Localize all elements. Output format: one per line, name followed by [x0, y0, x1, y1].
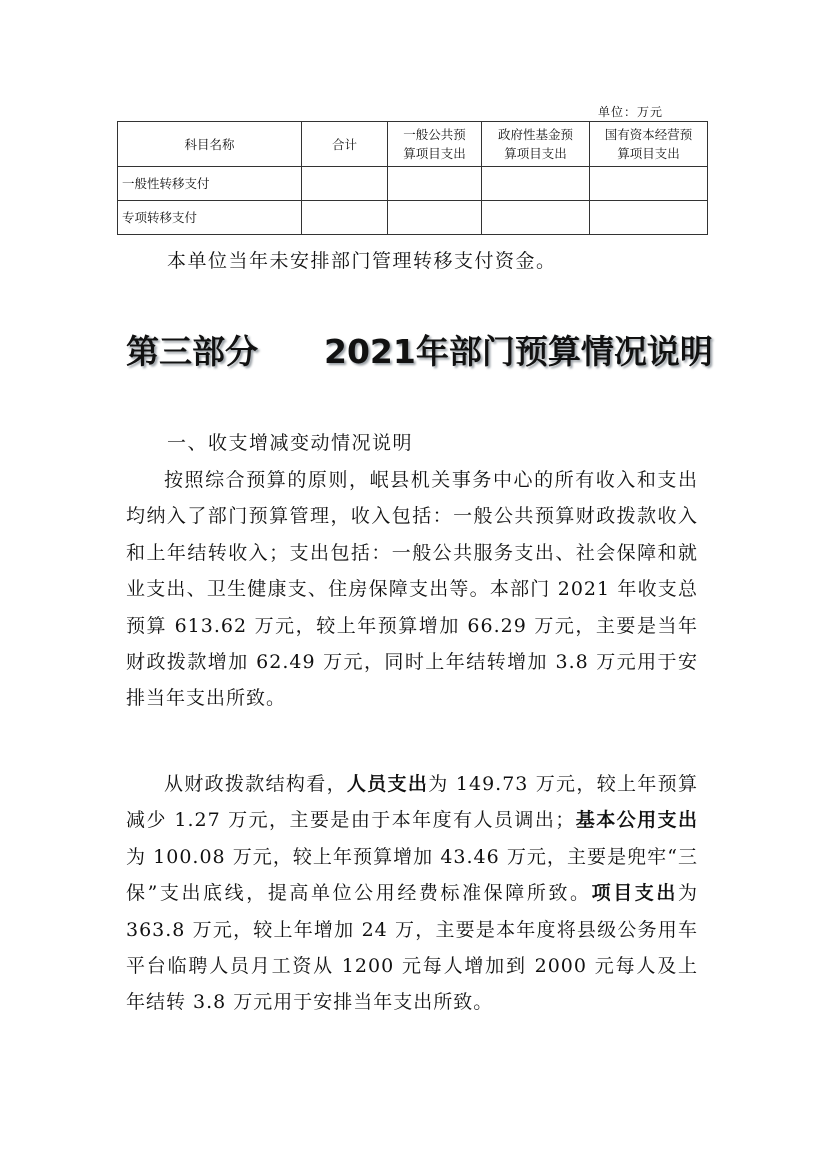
table-row: [118, 167, 708, 201]
paragraph-structure: 从财政拨款结构看，人员支出为 149.73 万元，较上年预算减少 1.27 万元，主要是由于本年度有人员调出；基本公用支出为 100.08 万元，较上年预算增加 43.46 万元，主要是兜牢“三保”支出底线，提高单位公用经费标准保障所致。项目支出为 363.8 万元，较上年增加 24 万，主要是本年度将县级公务用车平台临聘人员月工资从 1200 元每人增加到 2000 元每人及上年结转 3.8 万元用于安排当年支出所致。: [126, 773, 698, 1014]
paragraph-overview: 按照综合预算的原则，岷县机关事务中心的所有收入和支出均纳入了部门预算管理，收入包括：一般公共预算财政拨款收入和上年结转收入；支出包括：一般公共服务支出、社会保障和就业支出、卫生健康支、住房保障支出等。本部门 2021 年收支总预算 613.62 万元，较上年预算增加 66.29 万元，主要是当年财政拨款增加 62.49 万元，同时上年结转增加 3.8 万元用于安排当年支出所致。: [126, 469, 698, 710]
header-total: 合计: [302, 122, 388, 167]
row-fund: [482, 167, 590, 201]
transfer-payment-table: [117, 121, 708, 235]
row-total: [302, 167, 388, 201]
row-general: [388, 167, 482, 201]
table-note: 本单位当年未安排部门管理转移支付资金。: [167, 250, 557, 272]
row-name: 专项转移支付: [118, 201, 302, 235]
row-state: [590, 167, 708, 201]
row-fund: [482, 201, 590, 235]
row-state: [590, 201, 708, 235]
part-label: 第三部分: [126, 332, 258, 371]
row-general: [388, 201, 482, 235]
header-subject-name: 科目名称: [118, 122, 302, 167]
unit-label: 单位：万元: [598, 105, 664, 119]
header-fund-budget: 政府性基金预 算项目支出: [482, 122, 590, 167]
part-heading: 2021年部门预算情况说明: [324, 332, 713, 371]
part-title: [126, 326, 713, 373]
personnel-label: 人员支出: [346, 773, 429, 795]
header-general-budget: 一般公共预 算项目支出: [388, 122, 482, 167]
row-name: 一般性转移支付: [118, 167, 302, 201]
section-heading: 一、收支增减变动情况说明: [167, 432, 414, 454]
table-header-row: [118, 122, 708, 167]
basic-public-label: 基本公用支出: [575, 809, 698, 832]
header-state-capital-budget: 国有资本经营预 算项目支出: [590, 122, 708, 167]
row-total: [302, 201, 388, 235]
table-row: [118, 201, 708, 235]
project-label: 项目支出: [591, 882, 678, 905]
